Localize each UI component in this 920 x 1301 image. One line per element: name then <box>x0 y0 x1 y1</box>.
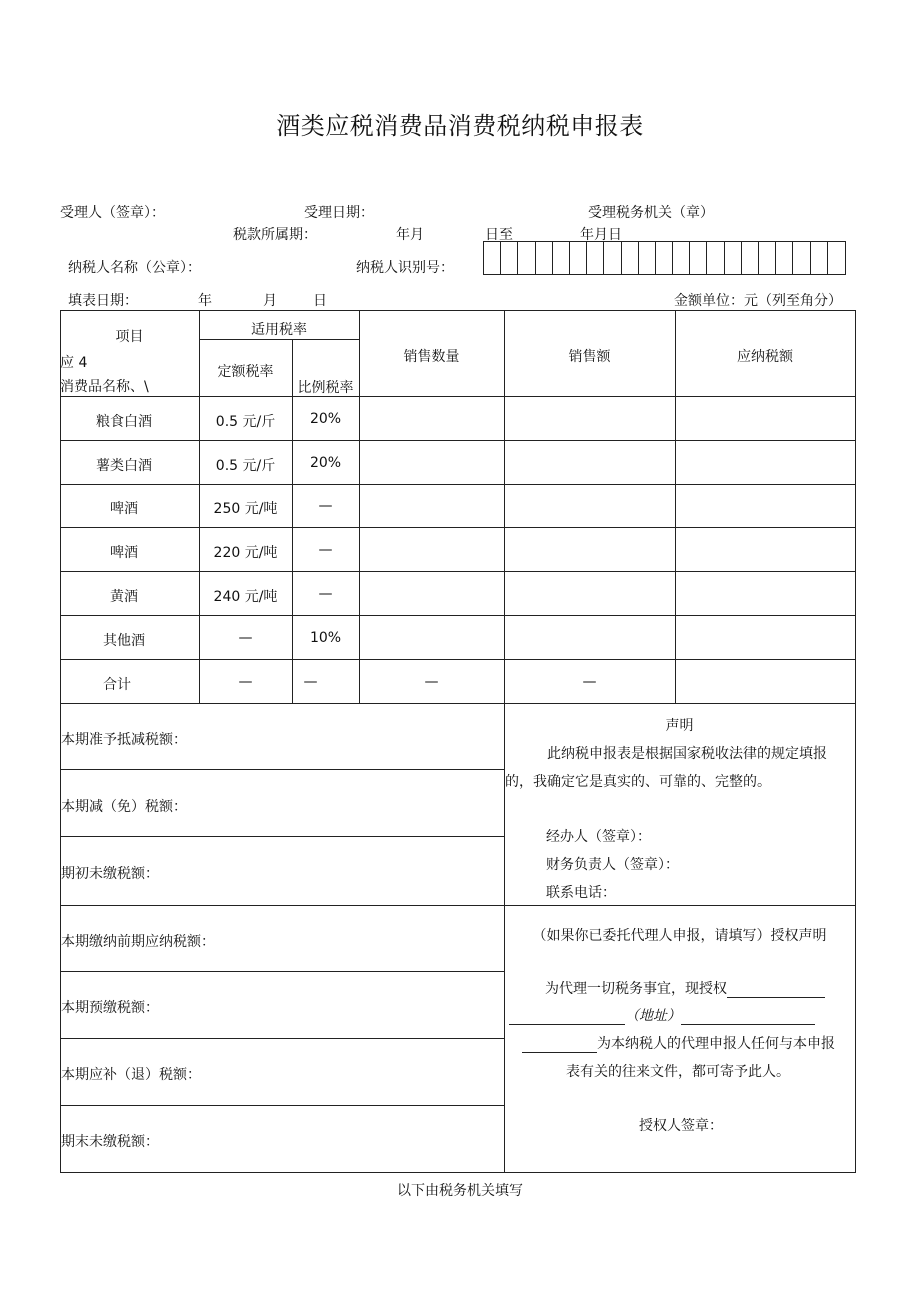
col-fixed-rate-header: 定额税率 <box>217 364 274 380</box>
row-ratio-rate: — <box>318 586 333 602</box>
agent-blank-3[interactable] <box>522 1038 597 1053</box>
declaration-line1: 此纳税申报表是根据国家税收法律的规定填报 <box>547 746 827 762</box>
row-fixed-rate: — <box>238 630 253 646</box>
row-name: 啤酒 <box>110 545 138 561</box>
col-tax-due-header: 应纳税额 <box>737 349 793 365</box>
row-sales-amt[interactable] <box>505 620 675 658</box>
row-ratio-rate: — <box>303 674 318 690</box>
col-sales-amt-header: 销售额 <box>568 349 611 365</box>
row-sales-amt[interactable] <box>505 401 675 439</box>
row-ratio-rate: 10% <box>309 630 342 646</box>
row-ratio-rate: 20% <box>309 411 342 427</box>
accept-office-label: 受理税务机关（章） <box>588 205 714 221</box>
finance-signature-label: 财务负责人（签章）： <box>546 857 679 873</box>
row-fixed-rate: 250 元/吨 <box>213 501 278 517</box>
diagonal-header-top: 应 4 <box>60 355 88 371</box>
accept-date-label: 受理日期： <box>304 205 374 221</box>
tax-period-label: 税款所属期： <box>233 227 317 243</box>
address-blank[interactable] <box>681 1010 815 1025</box>
prior-period-paid-label: 本期缴纳前期应纳税额： <box>61 934 215 950</box>
row-fixed-rate: 0.5 元/斤 <box>215 458 276 474</box>
amount-unit-label: 金额单位：元（列至角分） <box>674 293 842 309</box>
tax-period-to: 日至 <box>485 227 513 243</box>
authorizer-signature-label: 授权人签章： <box>639 1118 723 1134</box>
agent-blank-2[interactable] <box>509 1010 625 1025</box>
row-fixed-rate: 240 元/吨 <box>213 589 278 605</box>
tax-relief-label: 本期减（免）税额： <box>61 799 187 815</box>
authorization-heading: （如果你已委托代理人申报，请填写）授权声明 <box>532 928 827 944</box>
taxpayer-name-label: 纳税人名称（公章）： <box>68 260 201 276</box>
taxpayer-id-boxes[interactable] <box>483 241 846 275</box>
accept-person-label: 受理人（签章）： <box>60 205 165 221</box>
declaration-heading: 声明 <box>665 718 694 734</box>
fill-date-day: 日 <box>313 293 327 309</box>
row-name: 粮食白酒 <box>96 414 152 430</box>
col-ratio-rate-header: 比例税率 <box>297 380 354 396</box>
row-sales-qty[interactable] <box>360 620 504 658</box>
row-fixed-rate: — <box>238 674 253 690</box>
row-sales-qty[interactable] <box>360 576 504 614</box>
col-sales-qty-header: 销售数量 <box>403 349 460 365</box>
row-sales-qty[interactable] <box>360 488 504 526</box>
row-sales-qty[interactable] <box>360 445 504 483</box>
row-sales-amt[interactable] <box>505 445 675 483</box>
declaration-line2: 的，我确定它是真实的、可靠的、完整的。 <box>505 774 771 790</box>
tax-period-end: 年月日 <box>580 227 622 243</box>
row-sales-amt[interactable] <box>505 532 675 570</box>
refund-tax-label: 本期应补（退）税额： <box>61 1067 201 1083</box>
col-item-header: 项目 <box>115 329 144 345</box>
row-sales-qty: — <box>424 674 439 690</box>
authorization-line3-text: 为本纳税人的代理申报人任何与本申报 <box>597 1036 835 1052</box>
closing-unpaid-label: 期末未缴税额： <box>61 1134 159 1150</box>
prepaid-tax-label: 本期预缴税额： <box>61 1000 159 1016</box>
phone-label: 联系电话： <box>546 885 616 901</box>
row-name: 黄酒 <box>110 589 138 605</box>
authorization-line1 <box>545 978 825 998</box>
page-title: 酒类应税消费品消费税纳税申报表 <box>276 112 644 140</box>
authorization-line4: 表有关的往来文件，都可寄予此人。 <box>566 1064 790 1080</box>
row-fixed-rate: 220 元/吨 <box>213 545 278 561</box>
authorization-line1-text: 为代理一切税务事宜，现授权 <box>545 981 727 997</box>
opening-unpaid-label: 期初未缴税额： <box>61 866 159 882</box>
footer-note: 以下由税务机关填写 <box>397 1183 523 1199</box>
row-name: 薯类白酒 <box>96 458 152 474</box>
tax-period-start: 年月 <box>396 227 424 243</box>
row-sales-amt[interactable] <box>505 488 675 526</box>
row-name: 啤酒 <box>110 501 138 517</box>
row-ratio-rate: — <box>318 498 333 514</box>
fill-date-label: 填表日期： <box>68 293 138 309</box>
row-sales-amt[interactable] <box>505 576 675 614</box>
agent-name-blank[interactable] <box>727 983 825 998</box>
row-sales-amt: — <box>582 674 597 690</box>
diagonal-header-bottom: 消费品名称、\ <box>60 379 149 395</box>
row-name: 其他酒 <box>103 633 145 649</box>
row-sales-qty[interactable] <box>360 532 504 570</box>
fill-date-year: 年 <box>198 293 212 309</box>
handler-signature-label: 经办人（签章）： <box>546 829 651 845</box>
authorization-line2 <box>509 1005 815 1025</box>
row-sales-qty[interactable] <box>360 401 504 439</box>
authorization-line3 <box>522 1033 835 1053</box>
row-fixed-rate: 0.5 元/斤 <box>215 414 276 430</box>
deductible-tax-label: 本期准予抵减税额： <box>61 732 187 748</box>
row-ratio-rate: — <box>318 542 333 558</box>
col-rate-group-header: 适用税率 <box>251 322 307 338</box>
address-label: （地址） <box>625 1008 681 1024</box>
row-name: 合计 <box>103 677 131 693</box>
row-ratio-rate: 20% <box>309 455 342 471</box>
taxpayer-id-label: 纳税人识别号： <box>356 260 454 276</box>
fill-date-month: 月 <box>263 293 277 309</box>
